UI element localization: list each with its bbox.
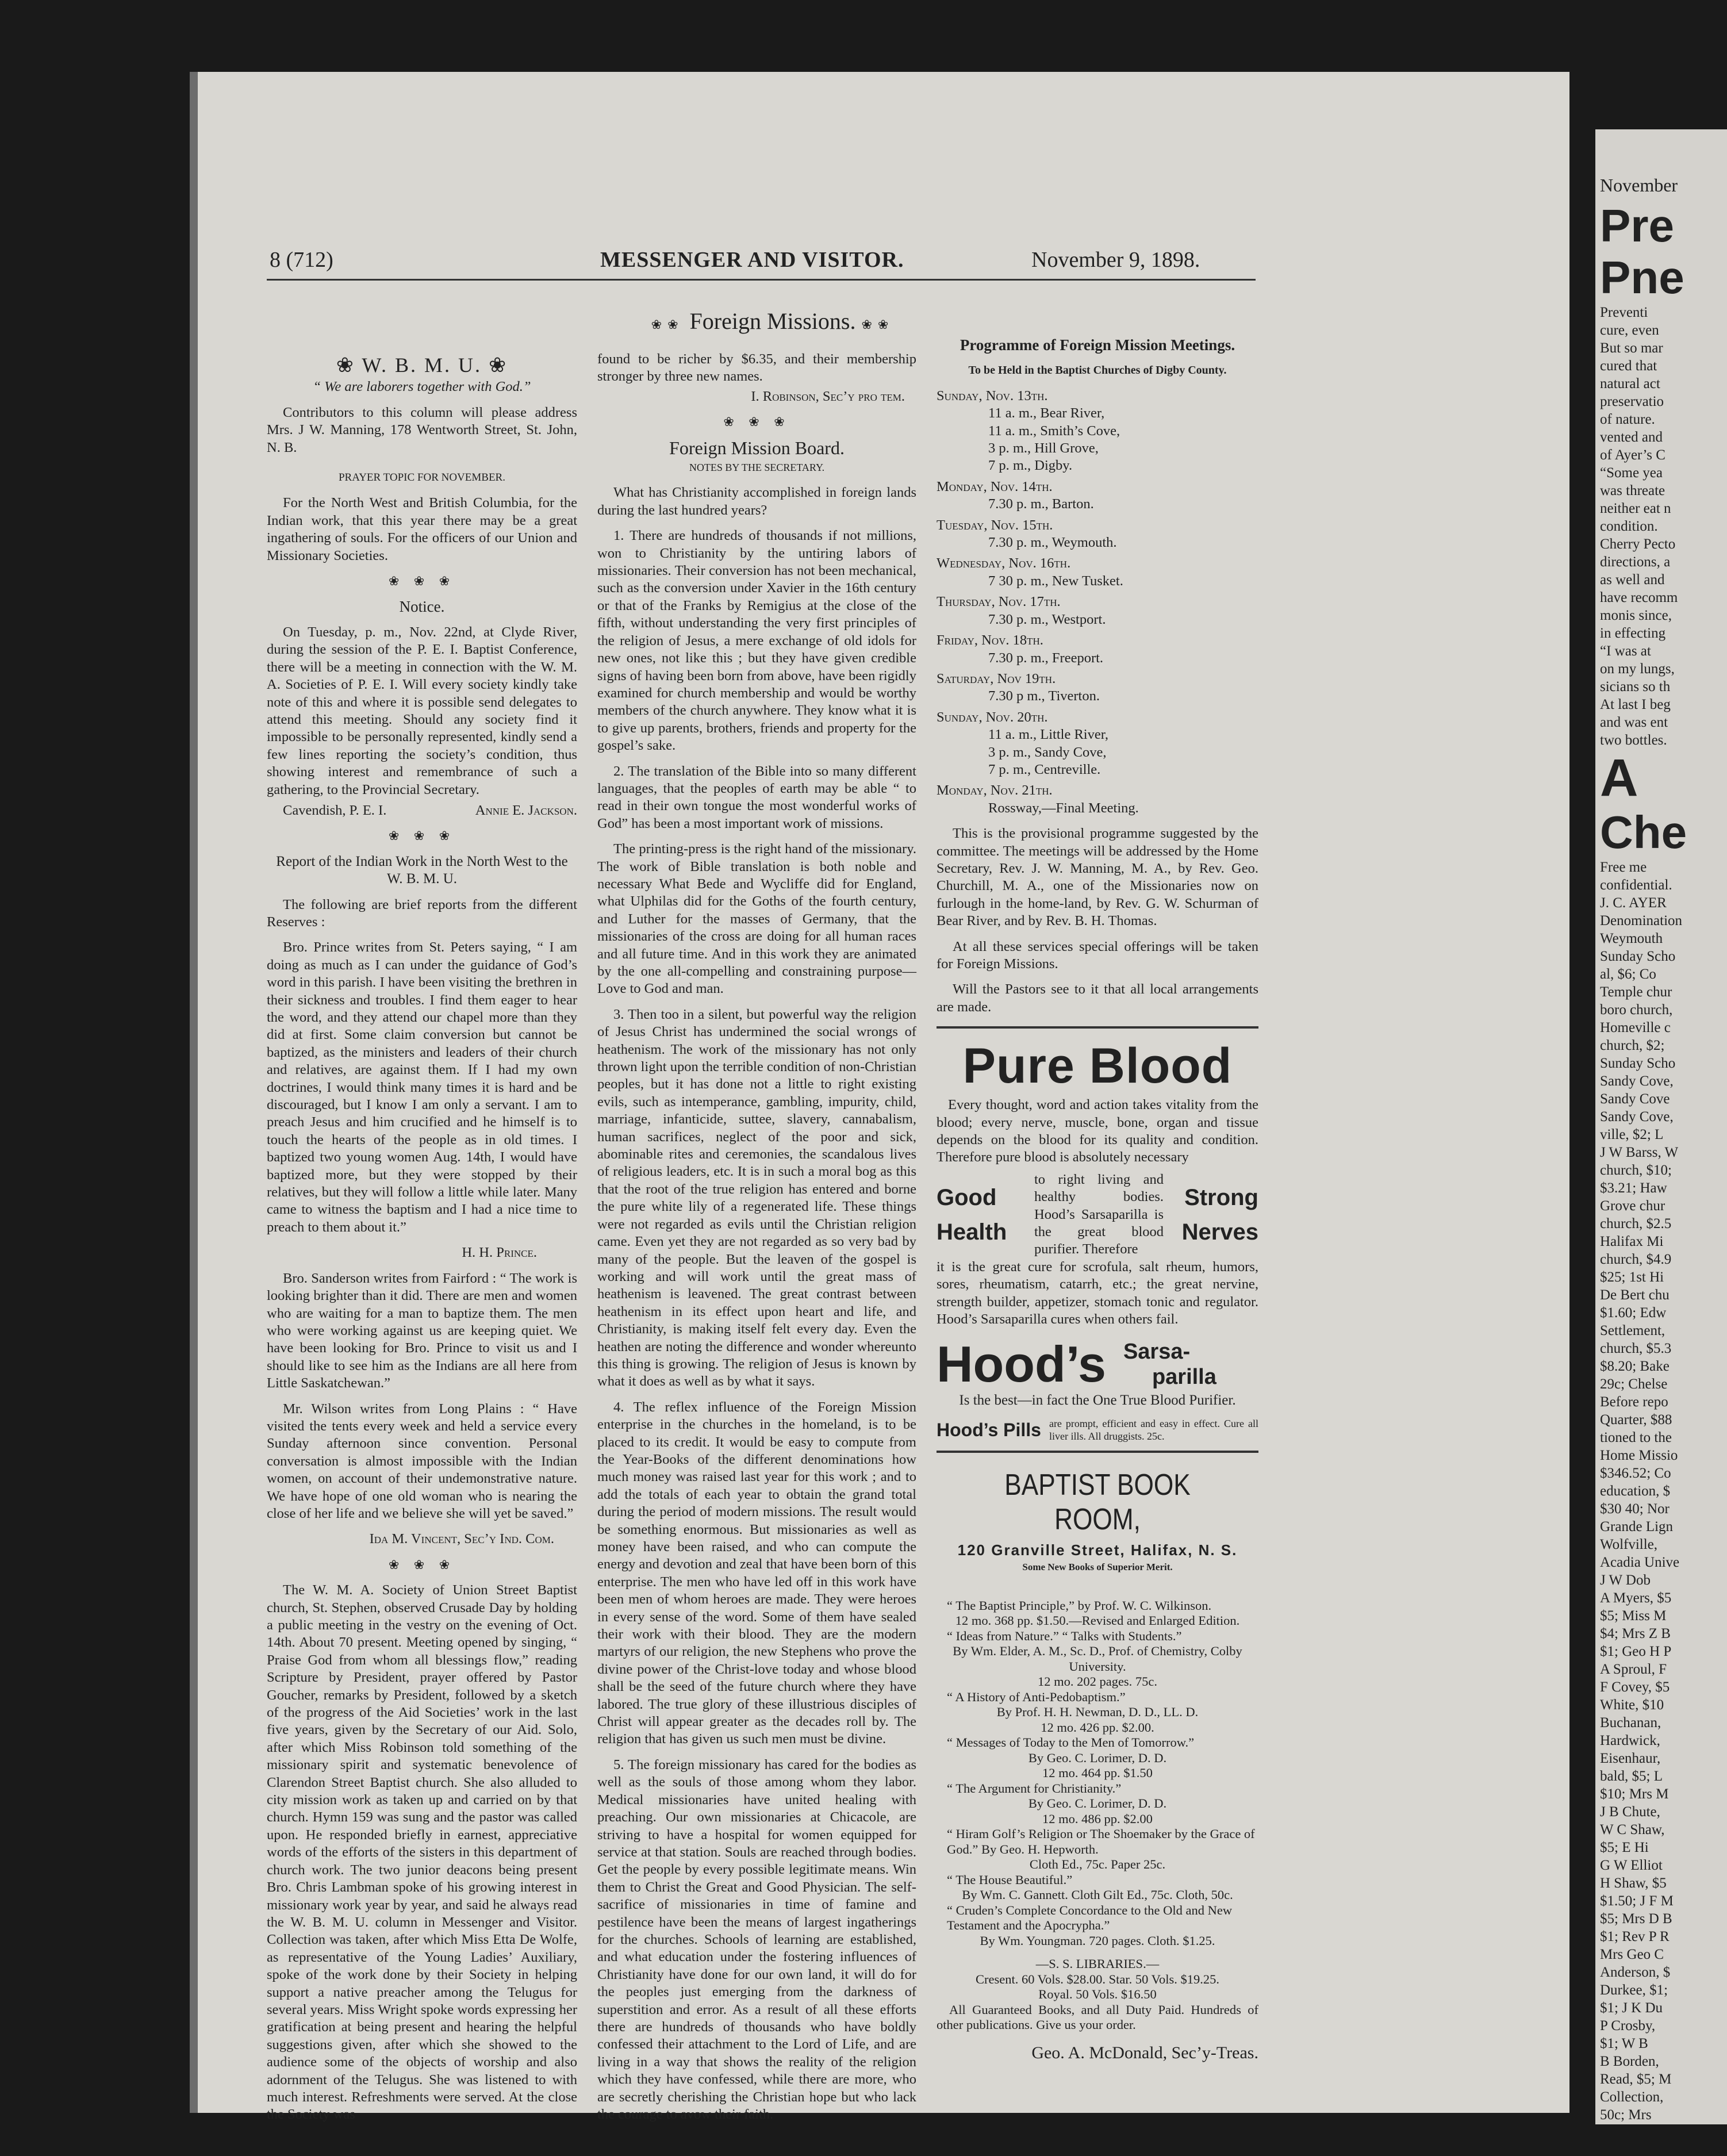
board-point-1: 1. There are hundreds of thousands if not millions, won to Christianity by the untiring labors of missionaries. Their conversion has not been mechanical, such as the conversion under Xavier in the 16th century or that of the Franks by Remigius at the close of the fifth, without understanding the very first principles of the religion of Jesus, a mere exchange of old idols for new ones, not like this ; but they have given credible signs of having been born from above, have been rigidly examined for church membership and would be worthy members of the church anywhere. They know what it is to give up parents, brothers, friends and property for the gospel’s sake. xyxy=(597,528,916,754)
libraries-line-2: Royal. 50 Vols. $16.50 xyxy=(1038,1987,1157,2002)
prayer-text: For the North West and British Columbia, for the Indian work, that this year there may be a great ingathering of souls. For the officers of our Union and Missionary Societies. xyxy=(267,495,577,563)
next-page-line: Sandy Cove xyxy=(1600,1091,1670,1107)
header-rule xyxy=(267,279,1256,281)
schedule-day: Monday, Nov. 21th. xyxy=(937,782,1053,799)
hoods-middle-block xyxy=(937,1171,1258,1259)
sarsaparilla-label: Sarsa- parilla xyxy=(1123,1339,1216,1389)
next-page-line: At last I beg xyxy=(1600,697,1671,712)
notice-signature-line xyxy=(283,802,577,819)
schedule-day: Sunday, Nov. 20th. xyxy=(937,709,1048,725)
bookroom-guarantee: All Guaranteed Books, and all Duty Paid. Hundreds of other publications. Give us your order. xyxy=(937,2002,1258,2032)
next-page-line: Grove chur xyxy=(1600,1198,1665,1214)
next-page-line: $3.21; Haw xyxy=(1600,1180,1667,1196)
wma-report: The W. M. A. Society of Union Street Baptist church, St. Stephen, observed Crusade Day by holding a public meeting in the vestry on the evening of Oct. 14th. About 70 present. Meeting opened by singing, “ Praise God from whom all blessings flow,” reading Scripture by President, prayer offered by Pastor Goucher, remarks by President, followed by a sketch of the progress of the Aid Societies’ work in the last five years, given by the Secretary of our Aid. Solo, after which Miss Robinson told something of the missionary spirit and systematic benevolence of Clarendon Street Baptist church. She also alluded to city mission work as taken up and carried on by that church. Hymn 159 was sung and the pastor was called upon. He responded briefly in earnest, appreciative words of the efforts of the sisters in this department of church work. The two junior deacons being present Bro. Chris Lambman spoke of his growing interest in missionary work year by year, and said he always read the W. B. M. U. column in Messenger and Visitor. Collection was taken, after which Miss Etta De Wolfe, as representative of the Young Ladies’ Auxiliary, spoke of the work done by their Society in helping support a native preacher among the Telugus for several years. Miss Wright spoke words expressing her gratification at being present and hearing the helpful suggestions given, after which she showed to the audience some of the objects of worship and also adornment of the Telugus. She was listened to with much interest. Refreshments were served. At the close the Society was xyxy=(267,1582,577,2123)
schedule-day: Saturday, Nov 19th. xyxy=(937,670,1056,686)
next-page-line: tioned to the xyxy=(1600,1430,1672,1445)
schedule-item: 7.30 p m., Tiverton. xyxy=(988,688,1100,704)
book-line: “ Ideas from Nature.” “ Talks with Students.” xyxy=(947,1628,1182,1643)
next-page-line: Home Missio xyxy=(1600,1448,1678,1463)
section-title: ❀❀ Foreign Missions. ❀❀ xyxy=(651,308,895,334)
schedule-item: 7 p. m., Centreville. xyxy=(988,761,1101,777)
next-page-line: B Borden, xyxy=(1600,2054,1659,2069)
board-point-5: 5. The foreign missionary has cared for the bodies as well as the souls of those among whom they labor. Medical missionaries have united healing with preaching. Our own missionaries at Chicacole, are striving to have a hospital for women equipped for service at that station. Souls are reached through bodies. Get the people by every possible legitimate means. Win them to Christ the Great and Good Physician. The self-sacrifice of missionaries in time of famine and pestilence have been the means of largest ingatherings for the churches. Schools of learning are established, and what education under the fostering influences of Christianity have done for our own land, it will do for the peoples just emerging from the darkness of superstition and error. As a result of all these efforts there are hundreds of thousands who have boldly confessed their attachment to the Lord of Life, and are living in a way that shows the reality of the religion which they have confessed, while there are more, who are secretly cherishing the Christian hope but who lack the courage to avow their faith. xyxy=(597,1756,916,2122)
book-list xyxy=(937,1598,1258,1949)
next-page-line: “Some yea xyxy=(1600,465,1663,481)
flourish-icon: ❀❀ xyxy=(651,317,684,332)
column-programme xyxy=(937,331,1258,2061)
book-line: 12 mo. 486 pp. $2.00 xyxy=(1042,1811,1153,1826)
board-title: Foreign Mission Board. xyxy=(669,437,845,458)
board-continued-signature: I. Robinson, Sec’y pro tem. xyxy=(751,388,905,404)
next-page-line: Sandy Cove, xyxy=(1600,1073,1674,1089)
hoods-left-words xyxy=(937,1180,1028,1249)
schedule-item: 11 a. m., Little River, xyxy=(988,727,1109,743)
next-page-line: $5; E Hi xyxy=(1600,1840,1649,1855)
next-page-line: 29c; Chelse xyxy=(1600,1376,1668,1392)
next-page-line: Collection, xyxy=(1600,2089,1664,2105)
next-page-line: “I was at xyxy=(1600,643,1651,659)
next-page-line: Temple chur xyxy=(1600,984,1672,1000)
next-page-line: $1; W B xyxy=(1600,2036,1648,2051)
next-page-line: Mrs Geo C xyxy=(1600,1947,1664,1962)
book-line: By Wm. Elder, A. M., Sc. D., Prof. of Chemistry, Colby University. xyxy=(953,1644,1242,1674)
hoods-pills-label: Hood’s Pills xyxy=(937,1419,1041,1440)
next-page-line: Grande Lign xyxy=(1600,1519,1674,1534)
next-page-line: A xyxy=(1600,749,1638,807)
programme-note-2: At all these services special offerings will be taken for Foreign Missions. xyxy=(937,938,1258,972)
schedule-item: 7 30 p. m., New Tusket. xyxy=(988,573,1123,589)
prayer-heading: PRAYER TOPIC FOR NOVEMBER. xyxy=(338,471,505,484)
next-page-line: Settlement, xyxy=(1600,1323,1665,1338)
next-page-line: $5; Mrs D B xyxy=(1600,1911,1672,1927)
next-page-fragment xyxy=(1595,129,1727,2124)
next-page-line: education, $ xyxy=(1600,1483,1671,1499)
sanderson-report: Bro. Sanderson writes from Fairford : “ The work is looking brighter than it did. There are men and women who are waiting for a man to baptize them. The men who were working against us are keeping quiet. We have been looking for Bro. Prince to visit us and I should like to see him as the Indians are all here from Little Saskatchewan.” xyxy=(267,1270,577,1391)
next-page-line: H Shaw, $5 xyxy=(1600,1875,1667,1891)
libraries-heading: —S. S. LIBRARIES.— xyxy=(1035,1956,1160,1971)
book-line: 12 mo. 464 pp. $1.50 xyxy=(1042,1766,1153,1781)
next-page-line: Sunday Scho xyxy=(1600,1056,1676,1071)
next-page-line: $10; Mrs M xyxy=(1600,1786,1669,1802)
next-page-line: monis since, xyxy=(1600,608,1672,623)
next-page-line: two bottles. xyxy=(1600,732,1667,748)
next-page-line: church, $2.5 xyxy=(1600,1216,1672,1232)
next-page-line: $30 40; Nor xyxy=(1600,1501,1670,1517)
next-page-line: church, $5.3 xyxy=(1600,1341,1672,1356)
prince-signature: H. H. Prince. xyxy=(462,1245,537,1261)
schedule-day: Wednesday, Nov. 16th. xyxy=(937,555,1071,571)
schedule-item: 11 a. m., Smith’s Cove, xyxy=(988,423,1120,439)
next-page-line: $1; Geo H P xyxy=(1600,1644,1672,1659)
next-page-line: Hardwick, xyxy=(1600,1733,1660,1748)
notice-heading: Notice. xyxy=(399,598,445,616)
nerves-label: Nerves xyxy=(1181,1219,1258,1245)
issue-date: November 9, 1898. xyxy=(1031,248,1200,272)
hoods-tagline: Is the best—in fact the One True Blood Purifier. xyxy=(959,1392,1236,1408)
next-page-line: Free me xyxy=(1600,860,1647,875)
hoods-brand-block xyxy=(937,1337,1258,1392)
schedule-day: Tuesday, Nov. 15th. xyxy=(937,517,1053,533)
bookroom-tagline: Some New Books of Superior Merit. xyxy=(1022,1562,1173,1573)
next-page-line: $25; 1st Hi xyxy=(1600,1269,1664,1285)
next-page-line: of Ayer’s C xyxy=(1600,447,1665,463)
next-page-line: have recomm xyxy=(1600,590,1678,605)
next-page-line: $1.50; J F M xyxy=(1600,1893,1674,1909)
next-page-line: White, $10 xyxy=(1600,1697,1664,1713)
next-page-line: al, $6; Co xyxy=(1600,966,1656,982)
hoods-body: it is the great cure for scrofula, salt rheum, humors, sores, rheumatism, catarrh, etc.; the great nervine, strength builder, appetizer, stomach tonic and regulator. Hood’s Sarsaparilla cures when others fail. xyxy=(937,1259,1258,1328)
flourish-icon: ❀ xyxy=(336,354,355,377)
book-line: “ Hiram Golf’s Religion or The Shoemaker by the Grace of God.” By Geo. H. Hepworth. xyxy=(947,1827,1255,1856)
book-line: 12 mo. 368 pp. $1.50.—Revised and Enlarged Edition. xyxy=(955,1613,1240,1628)
next-page-line: $1; Rev P R xyxy=(1600,1929,1670,1944)
next-page-line: on my lungs, xyxy=(1600,661,1675,677)
next-page-line: ville, $2; L xyxy=(1600,1127,1664,1142)
schedule-item: 7 p. m., Digby. xyxy=(988,458,1073,474)
next-page-line: preservatio xyxy=(1600,394,1664,409)
next-page-line: Buchanan, xyxy=(1600,1715,1661,1731)
next-page-line: Quarter, $88 xyxy=(1600,1412,1672,1428)
board-point-2b: The printing-press is the right hand of the missionary. The work of Bible translation is both noble and necessary What Bede and Wycliffe did for England, what Ulphilas did for the Goths of the fourth century, and Luther for the masses of Germany, that the missionaries of the cross are doing for all human races and all future time. And in this work they are animated by the one all-compelling and constraining purpose—Love to God and man. xyxy=(597,841,916,997)
schedule-day: Sunday, Nov. 13th. xyxy=(937,388,1048,404)
schedule-item: 7.30 p. m., Weymouth. xyxy=(988,535,1117,551)
schedule-item: 7.30 p. m., Barton. xyxy=(988,496,1094,512)
ad-rule xyxy=(937,1026,1258,1029)
hoods-intro: Every thought, word and action takes vitality from the blood; every nerve, muscle, bone, organ and tissue depends on the blood for its quality and condition. Therefore pure blood is absolutely necessary xyxy=(937,1097,1258,1165)
next-page-line: $8.20; Bake xyxy=(1600,1359,1670,1374)
next-page-line: of nature. xyxy=(1600,412,1655,427)
bookroom-ad xyxy=(937,1468,1258,2061)
next-page-line: church, $10; xyxy=(1600,1163,1672,1178)
prince-report: Bro. Prince writes from St. Peters saying, “ I am doing as much as I can under the guidance of God’s word in this parish. I have been visiting the brethren in their sickness and troubles. I find them eager to hear the word, and they attend our chapel more than they did at first. Some claim conversion but cannot be baptized, as the ministers and leaders of their church and relatives, are against them. If I had my own doctrines, I would think many times it is hard and be discouraged, but I know I am only a servant. I am to preach Jesus and him crucified and he himself is to touch the hearts of the people as in old times. I baptized two young women Aug. 14th, I would have baptized more, but they were stopped by their relatives, but they will follow a little while later. Many came to witness the baptism and I had a nice time to preach to them about it.” xyxy=(267,939,577,1235)
next-page-line: vented and xyxy=(1600,429,1663,445)
board-subtitle: NOTES BY THE SECRETARY. xyxy=(689,462,825,474)
hoods-ad xyxy=(937,1040,1258,1443)
board-question: What has Christianity accomplished in foreign lands during the last hundred years? xyxy=(597,485,916,518)
report-heading: Report of the Indian Work in the North West to the W. B. M. U. xyxy=(276,853,568,887)
next-page-line: natural act xyxy=(1600,376,1660,392)
next-page-line: Before repo xyxy=(1600,1394,1668,1410)
next-page-line: G W Elliot xyxy=(1600,1858,1663,1873)
wilson-report: Mr. Wilson writes from Long Plains : “ Have visited the tents every week and held a service every Sunday afternoon since convention. Personal conversation is almost impossible with the Indian women, on account of their undemonstrative nature. We have hope of one old woman who is nearing the close of her life and we believe she will yet be saved.” xyxy=(267,1401,577,1521)
hoods-brand: Hood’s xyxy=(937,1335,1106,1392)
next-page-text xyxy=(1595,200,1727,2124)
next-page-line: Acadia Unive xyxy=(1600,1555,1680,1570)
hoods-pills xyxy=(937,1417,1258,1443)
notice-place: Cavendish, P. E. I. xyxy=(283,802,387,818)
book-line: “ The House Beautiful.” xyxy=(947,1872,1073,1887)
good-label: Good xyxy=(937,1184,997,1210)
next-page-line: cure, even xyxy=(1600,323,1659,338)
board-continued: found to be richer by $6.35, and their membership stronger by three new names. xyxy=(597,351,916,385)
next-page-line: A Sproul, F xyxy=(1600,1662,1667,1677)
book-line: “ The Argument for Christianity.” xyxy=(947,1781,1122,1796)
next-page-line: J W Dob xyxy=(1600,1572,1651,1588)
wbmu-motto: “ We are laborers together with God.” xyxy=(313,379,531,395)
book-line: By Wm. Youngman. 720 pages. Cloth. $1.25. xyxy=(980,1933,1215,1948)
book-line: “ Cruden’s Complete Concordance to the Old and New Testament and the Apocrypha.” xyxy=(947,1902,1233,1933)
book-line: By Geo. C. Lorimer, D. D. xyxy=(1028,1750,1167,1765)
schedule-day: Friday, Nov. 18th. xyxy=(937,632,1043,649)
next-page-line: and was ent xyxy=(1600,715,1668,730)
divider-icon: ❀ ❀ ❀ xyxy=(723,415,790,429)
book-line: “ A History of Anti-Pedobaptism.” xyxy=(947,1689,1126,1704)
column-board xyxy=(597,351,916,2131)
next-page-line: Cherry Pecto xyxy=(1600,536,1676,552)
page-number: 8 (712) xyxy=(270,248,333,272)
schedule-item: 11 a. m., Bear River, xyxy=(988,405,1105,421)
board-point-2: 2. The translation of the Bible into so many different languages, that the peoples of earth may be able “ to read in their own tongue the most wonderful works of God” has been a most important work of missions. xyxy=(597,763,916,831)
pure-blood-headline: Pure Blood xyxy=(962,1038,1233,1094)
next-page-line: Halifax Mi xyxy=(1600,1234,1664,1249)
next-page-line: J W Barss, W xyxy=(1600,1145,1679,1160)
schedule-item: Rossway,—Final Meeting. xyxy=(988,800,1139,816)
next-page-line: Sunday Scho xyxy=(1600,949,1676,964)
next-page-line: Pne xyxy=(1600,252,1684,303)
next-page-line: F Covey, $5 xyxy=(1600,1679,1670,1695)
schedule-item: 3 p. m., Hill Grove, xyxy=(988,440,1099,456)
next-page-line: Pre xyxy=(1600,200,1674,251)
flourish-icon: ❀❀ xyxy=(861,317,895,332)
wilson-signature: Ida M. Vincent, Sec’y Ind. Com. xyxy=(369,1531,554,1547)
next-page-line: as well and xyxy=(1600,572,1665,588)
next-page-line: $1.60; Edw xyxy=(1600,1305,1667,1321)
divider-icon: ❀ ❀ ❀ xyxy=(388,1557,456,1572)
next-page-line: confidential. xyxy=(1600,877,1672,893)
divider-icon: ❀ ❀ ❀ xyxy=(388,828,456,843)
libraries-line-1: Cresent. 60 Vols. $28.00. Star. 50 Vols. $19.25. xyxy=(975,1971,1219,1986)
programme-schedule xyxy=(937,388,1258,817)
bookroom-signature: Geo. A. McDonald, Sec’y-Treas. xyxy=(1031,2043,1258,2062)
next-page-line: church, $4.9 xyxy=(1600,1252,1672,1267)
next-page-line: Che xyxy=(1600,807,1687,858)
book-line: “ The Baptist Principle,” by Prof. W. C. Wilkinson. xyxy=(947,1598,1212,1613)
next-page-line: P Crosby, xyxy=(1600,2018,1656,2034)
flourish-icon: ❀ xyxy=(489,354,508,377)
book-line: “ Messages of Today to the Men of Tomorrow.” xyxy=(947,1735,1195,1750)
schedule-day: Thursday, Nov. 17th. xyxy=(937,594,1061,610)
next-page-line: in effecting xyxy=(1600,626,1666,641)
board-point-4: 4. The reflex influence of the Foreign Mission enterprise in the churches in the homeland, is to be placed to its credit. It would be easy to compute from the Year-Books of the different denominations how much money was raised last year for this work ; and to add the totals of each year to obtain the grand total during the period of modern missions. The result would be something enormous. But missionaries as well as money have been raised, and who can compute the energy and devotion and zeal that have been born of this enterprise. The men who have led off in this work have been men of whom heroes are made. They were heroes in every sense of the word. Some of them have sealed their work with their blood. They are the modern martyrs of our religion, the new Stephens who prove the divine power of the Christ-love today and whose blood shall be the seed of the future church where they have labored. The true glory of these illustrious disciples of Christ will appear greater as the decades roll by. The religion that has given us such men must be divine. xyxy=(597,1399,916,1747)
schedule-item: 7.30 p. m., Westport. xyxy=(988,611,1106,627)
book-line: Cloth Ed., 75c. Paper 25c. xyxy=(1029,1857,1166,1872)
hoods-pills-text: are prompt, efficient and easy in effect. Cure all liver ills. All druggists. 25c. xyxy=(1049,1417,1258,1442)
wbmu-title: ❀ W. B. M. U. ❀ xyxy=(336,354,508,377)
next-page-line: Homeville c xyxy=(1600,1020,1671,1035)
book-line: 12 mo. 426 pp. $2.00. xyxy=(1041,1720,1154,1735)
next-page-line: Wolfville, xyxy=(1600,1537,1658,1552)
divider-icon: ❀ ❀ ❀ xyxy=(388,574,456,589)
next-page-line: bald, $5; L xyxy=(1600,1768,1663,1784)
hoods-middle-text: to right living and healthy bodies. Hood’s Sarsaparilla is the great blood purifier. Therefore xyxy=(1034,1171,1164,1257)
masthead: MESSENGER AND VISITOR. xyxy=(600,248,904,272)
bookroom-title: BAPTIST BOOK ROOM, xyxy=(1004,1468,1191,1536)
next-page-line: A Myers, $5 xyxy=(1600,1590,1672,1606)
next-page-line: was threate xyxy=(1600,483,1665,498)
ad-rule xyxy=(937,1451,1258,1453)
next-page-line: J. C. AYER xyxy=(1600,895,1667,911)
notice-signature: Annie E. Jackson. xyxy=(475,802,577,818)
schedule-item: 7.30 p. m., Freeport. xyxy=(988,650,1104,666)
strong-label: Strong xyxy=(1184,1184,1258,1210)
programme-subtitle: To be Held in the Baptist Churches of Digby County. xyxy=(968,364,1227,377)
next-page-line: $5; Miss M xyxy=(1600,1608,1667,1624)
next-page-line: $4; Mrs Z B xyxy=(1600,1626,1671,1641)
next-page-line: Preventi xyxy=(1600,305,1648,320)
newspaper-page xyxy=(190,72,1569,2123)
programme-title: Programme of Foreign Mission Meetings. xyxy=(960,336,1235,354)
next-page-line: Anderson, $ xyxy=(1600,1965,1671,1980)
next-page-header: November xyxy=(1600,175,1678,195)
next-page-line: But so mar xyxy=(1600,340,1663,356)
next-page-line: De Bert chu xyxy=(1600,1287,1670,1303)
next-page-line: Denomination xyxy=(1600,913,1683,929)
board-point-3: 3. Then too in a silent, but powerful way the religion of Jesus Christ has undermined the social wrongs of heathenism. The work of the missionary has not only thrown light upon the terrible condition of non-Christian peoples, but it has done not a little to right existing evils, such as intemperance, gambling, impurity, child, marriage, infanticide, suttee, slavery, cannabalism, human sacrifices, neglect of the poor and sick, abominable rites and ceremonies, the scandalous lives of religious leaders, etc. It is in such a moral bog as this that the root of the true religion has entered and borne the pure white lily of a regenerated life. These things were not regarded as evils until the Christian religion came. Even yet they are not regarded as so very bad by many of the people. But the leaven of the gospel is working and will work until the great mass of heathenism is leavened. The great contrast between heathenism in its effect upon heart and life, and Christianity, is making itself felt every day. Even the heathen are noting the difference and wonder whereunto this thing is growing. The religion of Jesus is known by what it does as well as by what it says. xyxy=(597,1006,916,1390)
next-page-line: W C Shaw, xyxy=(1600,1822,1665,1837)
next-page-line: Sandy Cove, xyxy=(1600,1109,1674,1125)
next-page-line: sicians so th xyxy=(1600,679,1671,695)
next-page-line: church, $2; xyxy=(1600,1038,1665,1053)
wbmu-contributors: Contributors to this column will please address Mrs. J W. Manning, 178 Wentworth Street, St. John, N. B. xyxy=(267,404,577,455)
book-line: 12 mo. 202 pages. 75c. xyxy=(1037,1674,1158,1689)
book-line: By Wm. C. Gannett. Cloth Gilt Ed., 75c. Cloth, 50c. xyxy=(962,1888,1233,1902)
programme-note-1: This is the provisional programme suggested by the committee. The meetings will be addressed by the Home Secretary, Rev. J. W. Manning, M. A., by Rev. Geo. Churchill, M. A., one of the Missionaries now on furlough in the home-land, by Rev. G. W. Schurman of Bear River, and by Rev. B. H. Thomas. xyxy=(937,826,1258,929)
next-page-line: Weymouth xyxy=(1600,931,1663,946)
next-page-line: Eisenhaur, xyxy=(1600,1751,1661,1766)
next-page-line: boro church, xyxy=(1600,1002,1673,1018)
next-page-line: cured that xyxy=(1600,358,1657,374)
programme-note-3: Will the Pastors see to it that all local arrangements are made. xyxy=(937,981,1258,1015)
next-page-line: directions, a xyxy=(1600,554,1671,570)
next-page-line: neither eat n xyxy=(1600,501,1671,516)
next-page-line: J B Chute, xyxy=(1600,1804,1660,1820)
next-page-line: $1; J K Du xyxy=(1600,2000,1663,2016)
bookroom-address: 120 Granville Street, Halifax, N. S. xyxy=(957,1541,1238,1559)
schedule-day: Monday, Nov. 14th. xyxy=(937,478,1053,494)
next-page-line: Durkee, $1; xyxy=(1600,1982,1668,1998)
book-line: By Geo. C. Lorimer, D. D. xyxy=(1028,1796,1167,1811)
next-page-line: Read, $5; M xyxy=(1600,2071,1672,2087)
schedule-item: 3 p. m., Sandy Cove, xyxy=(988,744,1107,760)
next-page-line: 50c; Mrs xyxy=(1600,2107,1652,2123)
column-wbmu xyxy=(267,351,577,2132)
next-page-line: condition. xyxy=(1600,519,1658,534)
report-intro: The following are brief reports from the different Reserves : xyxy=(267,896,577,930)
book-line: By Prof. H. H. Newman, D. D., LL. D. xyxy=(996,1705,1199,1720)
notice-text: On Tuesday, p. m., Nov. 22nd, at Clyde River, during the session of the P. E. I. Baptist Conference, there will be a meeting in connection with the W. M. A. Societies of P. E. I. Will every society kindly take note of this and where it is possible send delegates to attend this meeting. Should any society find it impossible to be personally represented, kindly send a few lines reporting the society’s condition, thus showing interest and remembrance of such a gathering, to the Provincial Secretary. xyxy=(267,624,577,797)
hoods-right-words xyxy=(1169,1180,1258,1249)
next-page-line: $346.52; Co xyxy=(1600,1466,1671,1481)
health-label: Health xyxy=(937,1219,1007,1245)
